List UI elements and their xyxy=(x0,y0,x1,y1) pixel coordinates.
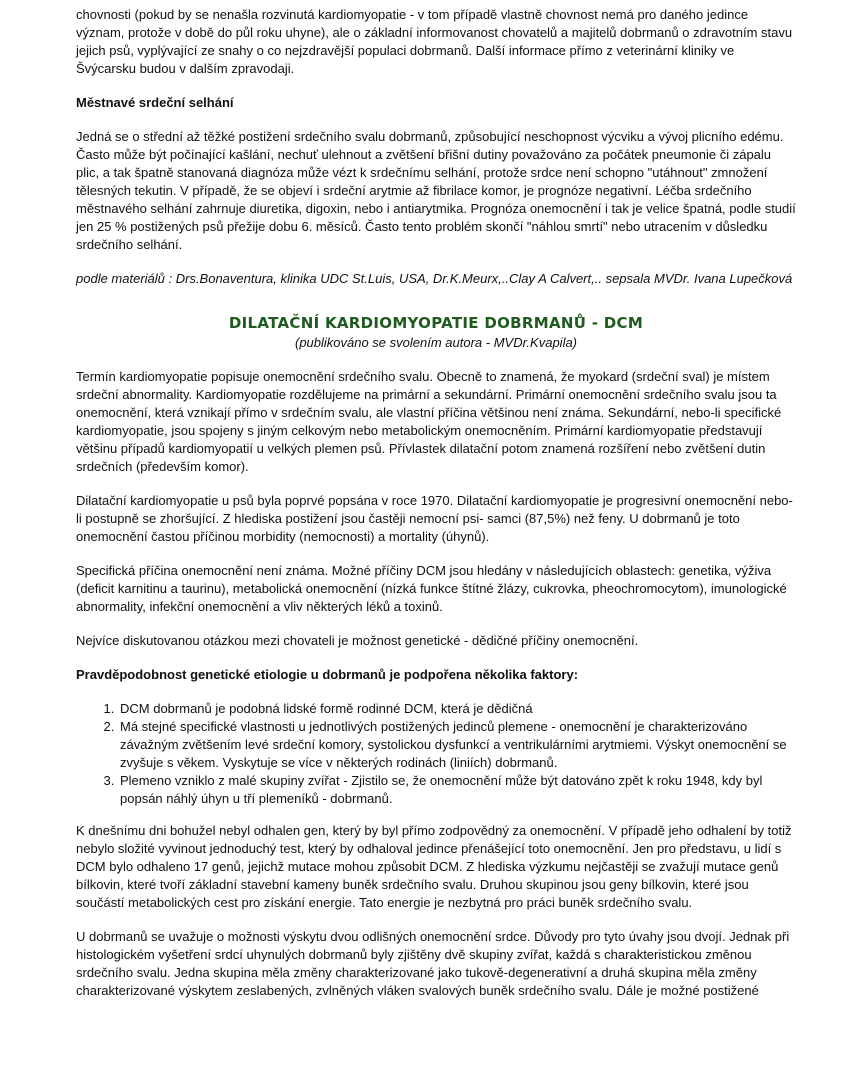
intro-paragraph: chovnosti (pokud by se nenašla rozvinutá kardiomyopatie - v tom případě vlastně chovnost nemá pro daného jedince význam, protože v době do půl roku uhyne), ale o základní informovanost chovatelů a majitelů dobrmanů o zdravotním stavu jejich psů, vyplývající ze snahy o co nejzdravější populaci dobrmanů. Další informace přímo z veterinární kliniky ve Švýcarsku budou v dalším zpravodaji. xyxy=(76,7,793,76)
factors-list-item: 2. Má stejné specifické vlastnosti u jednotlivých postižených jedinců plemene - onemocnění je charakterizováno závažným zvětšením levé srdeční komory, systolickou dysfunkcí a ventrikulárními arytmiemi. Výskyt onemocnění se zvyšuje s věkem. Vyskytuje se více v některých rodinách (liniích) dobrmanů. xyxy=(118,718,796,772)
article-paragraph: Specifická příčina onemocnění není známa. Možné příčiny DCM jsou hledány v následujících oblastech: genetika, výživa (deficit karnitinu a taurinu), metabolická onemocnění (nízká funkce štítné žlázy, cukrovka, pheochromocytom), imunologické abnormality, infekční onemocnění a vliv některých léků a toxinů. xyxy=(76,563,787,614)
article-title: DILATAČNÍ KARDIOMYOPATIE DOBRMANŮ - DCM xyxy=(228,314,644,332)
factors-list-item: 1. DCM dobrmanů je podobná lidské formě rodinné DCM, která je dědičná xyxy=(118,700,796,718)
article-paragraph: K dnešnímu dni bohužel nebyl odhalen gen, který by byl přímo zodpovědný za onemocnění. V případě jeho odhalení by totiž nebylo složité vyvinout jednoduchý test, který by odhaloval jedince přenášející toto onemocnění. Jen pro představu, u lidí s DCM bylo odhaleno 17 genů, jejichž mutace mohou způsobit DCM. Z hlediska výzkumu nejčastěji se zvažují mutace genů bílkovin, které tvoří základní stavební kameny buněk srdečního svalu. Druhou skupinou jsou geny bílkovin, které jsou součástí metabolických cest pro získání energie. Tato energie je nezbytná pro práci buněk srdečního svalu. xyxy=(76,823,792,910)
article-paragraph: Nejvíce diskutovanou otázkou mezi chovateli je možnost genetické - dědičné příčiny onemocnění. xyxy=(76,633,639,648)
article-paragraph: Dilatační kardiomyopatie u psů byla poprvé popsána v roce 1970. Dilatační kardiomyopatie je progresivní onemocnění nebo-li postupně se zhoršující. Z hlediska postižení jsou častěji nemocní psi- samci (87,5%) než feny. U dobrmanů je toto onemocnění častou příčinou morbidity (nemocnosti) a mortality (úhynů). xyxy=(76,493,793,544)
factors-heading: Pravděpodobnost genetické etiologie u dobrmanů je podpořena několika faktory: xyxy=(76,667,579,682)
source-citation: podle materiálů : Drs.Bonaventura, klinika UDC St.Luis, USA, Dr.K.Meurx,..Clay A Calvert,.. sepsala MVDr. Ivana Lupečková xyxy=(76,271,793,286)
article-paragraph: Termín kardiomyopatie popisuje onemocnění srdečního svalu. Obecně to znamená, že myokard (srdeční sval) je místem srdeční abnormality. Kardiomyopatie rozdělujeme na primární a sekundární. Primární onemocnění srdečního svalu jsou ta onemocnění, která vznikají přímo v srdečním svalu, ale vlastní příčina většinou není známa. Sekundární, nebo-li specifické kardiomyopatie, jsou spojeny s jiným celkovým nebo metabolickým onemocněním. Primární kardiomyopatie představují většinu případů kardiomyopatií u velkých plemen psů. Přívlastek dilatační potom znamená rozšíření nebo zvětšení dutin srdečních (především komor). xyxy=(76,369,782,474)
document-page xyxy=(76,6,796,1016)
section-heading-congestive-failure: Městnavé srdeční selhání xyxy=(76,95,234,110)
article-subtitle: (publikováno se svolením autora - MVDr.Kvapila) xyxy=(294,335,578,350)
factors-list-item: 3. Plemeno vzniklo z malé skupiny zvířat - Zjistilo se, že onemocnění může být datováno zpět k roku 1948, kdy byl popsán náhlý úhyn u tří plemeníků - dobrmanů. xyxy=(118,772,796,808)
congestive-failure-paragraph: Jedná se o střední až těžké postižení srdečního svalu dobrmanů, způsobující neschopnost výcviku a vývoj plicního edému. Často může být počínající kašlání, nechuť ulehnout a zvětšení břišní dutiny považováno za počátek pneumonie či zápalu plic, a tak špatně stanovaná diagnóza může vézt k srdečnímu selhání, protože srdce není schopno "utáhnout" zmnožení tělesných tekutin. V případě, že se objeví i srdeční arytmie až fibrilace komor, je prognóze negativní. Léčba srdečního městnavého selhání zahrnuje diuretika, digoxin, nebo i antiarytmika. Prognóza onemocnění i tak je velice špatná, podle studií jen 25 % postižených psů přežije dobu 6. měsíců. Často tento problém skončí "náhlou smrtí" nebo utracením v důsledku srdečního selhání. xyxy=(76,129,796,252)
factors-list xyxy=(76,700,796,808)
article-paragraph: U dobrmanů se uvažuje o možnosti výskytu dvou odlišných onemocnění srdce. Důvody pro tyto úvahy jsou dvojí. Jednak při histologickém vyšetření srdcí uhynulých dobrmanů byly zjištěny dvě skupiny zvířat, každá s charakteristickou změnou srdečního svalu. Jedna skupina měla změny charakterizované jako tukově-degenerativní a druhá skupina měla změny charakterizované výskytem zeslabených, zvlněných vláken svalových buněk srdečního svalu. Dále je možné postižené xyxy=(76,929,790,998)
